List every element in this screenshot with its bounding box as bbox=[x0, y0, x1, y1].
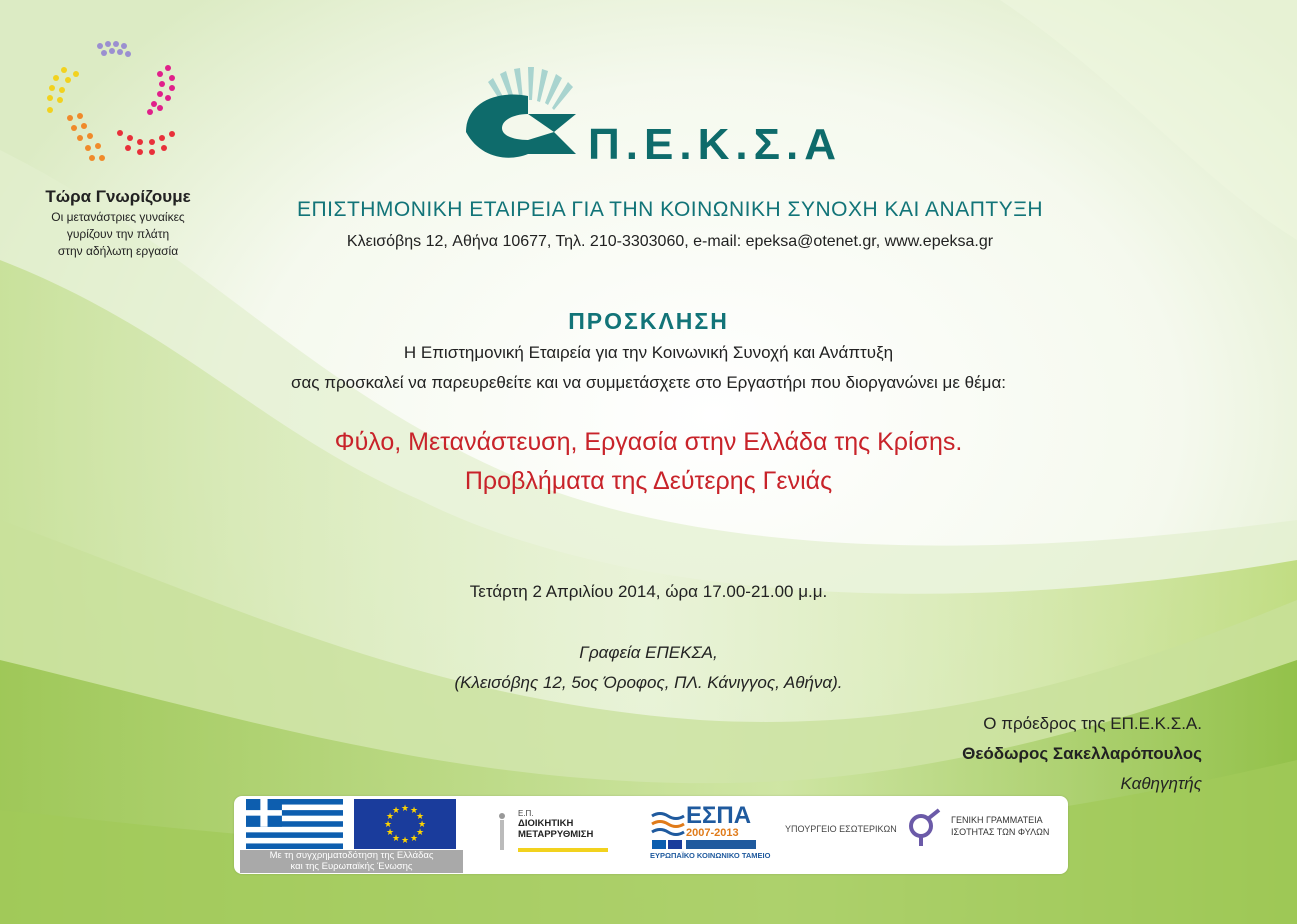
dm-title-line: ΜΕΤΑΡΡΥΘΜΙΣΗ bbox=[518, 829, 594, 840]
svg-text:★: ★ bbox=[409, 806, 419, 816]
svg-text:★: ★ bbox=[385, 812, 395, 822]
campaign-title: Τώρα Γνωρίζουμε bbox=[45, 187, 191, 206]
svg-text:★: ★ bbox=[415, 812, 425, 822]
event-venue-line: Γραφεία ΕΠΕΚΣΑ, bbox=[579, 643, 718, 662]
dm-title-line: ΔΙΟΙΚΗΤΙΚΗ bbox=[518, 818, 574, 829]
tora-gnorizoume-logo bbox=[40, 38, 195, 168]
svg-text:★: ★ bbox=[400, 836, 410, 846]
eu-flag-icon bbox=[354, 799, 456, 849]
svg-text:★: ★ bbox=[417, 820, 427, 830]
svg-text:★: ★ bbox=[415, 828, 425, 838]
signature-name: Θεόδωρος Σακελλαρόπουλος bbox=[962, 744, 1202, 763]
workshop-topic-line: Φύλο, Μετανάστευση, Εργασία στην Ελλάδα της Κρίσηs. bbox=[334, 428, 963, 456]
svg-text:★: ★ bbox=[391, 806, 401, 816]
workshop-topic-line: Προβλήματα της Δεύτερης Γενιάς bbox=[464, 467, 833, 495]
svg-text:★: ★ bbox=[400, 804, 410, 814]
svg-text:★: ★ bbox=[391, 834, 401, 844]
organization-address: Κλεισόβηs 12, Αθήνα 10677, Τηλ. 210-3303060, e-mail: epeksa@otenet.gr, www.epeksa.gr bbox=[346, 233, 994, 250]
epeksa-logo-text: Π.Ε.Κ.Σ.Α bbox=[588, 120, 842, 169]
invitation-text-line: σας προσκαλεί να παρευρεθείτε και να συμμετάσχετε στο Εργαστήρι που διοργανώνει με θέμα: bbox=[290, 373, 1006, 392]
campaign-subtitle-line: γυρίζουν την πλάτη bbox=[66, 227, 170, 241]
organization-name: ΕΠΙΣΤΗΜΟΝΙΚΗ ΕΤΑΙΡΕΙΑ ΓΙΑ ΤΗΝ ΚΟΙΝΩΝΙΚΗ ΣΥΝΟΧΗ ΚΑΙ ΑΝΑΠΤΥΞΗ bbox=[296, 198, 1044, 221]
espa-years: 2007-2013 bbox=[686, 827, 739, 839]
gge-title-line: ΓΕΝΙΚΗ ΓΡΑΜΜΑΤΕΙΑ bbox=[951, 815, 1043, 825]
svg-text:★: ★ bbox=[385, 828, 395, 838]
cofunding-note bbox=[240, 850, 463, 873]
dm-program-label: Ε.Π. bbox=[518, 809, 534, 818]
cofunding-note-line: και της Ευρωπαϊκής Ένωσης bbox=[290, 861, 413, 872]
signature-title: Καθηγητής bbox=[1120, 774, 1202, 793]
signature-role: Ο πρόεδρος της ΕΠ.Ε.Κ.Σ.Α. bbox=[983, 714, 1202, 733]
cofunding-note-line: Με τη συγχρηματοδότηση της Ελλάδας bbox=[269, 850, 434, 861]
greek-flag-icon bbox=[246, 799, 343, 849]
campaign-subtitle-line: Οι μετανάστριες γυναίκες bbox=[51, 210, 185, 224]
invitation-title: ΠΡΟΣΚΛΗΣΗ bbox=[568, 308, 729, 334]
espa-title: ΕΣΠΑ bbox=[686, 802, 752, 829]
event-venue-line: (Κλεισόβης 12, 5ος Όροφος, ΠΛ. Κάνιγγος, Αθήνα). bbox=[454, 673, 843, 692]
event-date: Τετάρτη 2 Απριλίου 2014, ώρα 17.00-21.00 μ.μ. bbox=[469, 582, 828, 601]
campaign-subtitle-line: στην αδήλωτη εργασία bbox=[57, 244, 179, 258]
epeksa-logo-mark bbox=[458, 62, 598, 182]
espa-fund-label: ΕΥΡΩΠΑΪΚΟ ΚΟΙΝΩΝΙΚΟ ΤΑΜΕΙΟ bbox=[650, 851, 771, 860]
invitation-text-line: Η Επιστημονική Εταιρεία για την Κοινωνική Συνοχή και Ανάπτυξη bbox=[403, 343, 894, 362]
svg-text:★: ★ bbox=[383, 820, 393, 830]
svg-text:★: ★ bbox=[409, 834, 419, 844]
gender-equality-icon bbox=[905, 808, 945, 848]
ministry-label: ΥΠΟΥΡΓΕΙΟ ΕΣΩΤΕΡΙΚΩΝ bbox=[785, 824, 897, 834]
gge-title-line: ΙΣΟΤΗΤΑΣ ΤΩΝ ΦΥΛΩΝ bbox=[951, 827, 1050, 837]
